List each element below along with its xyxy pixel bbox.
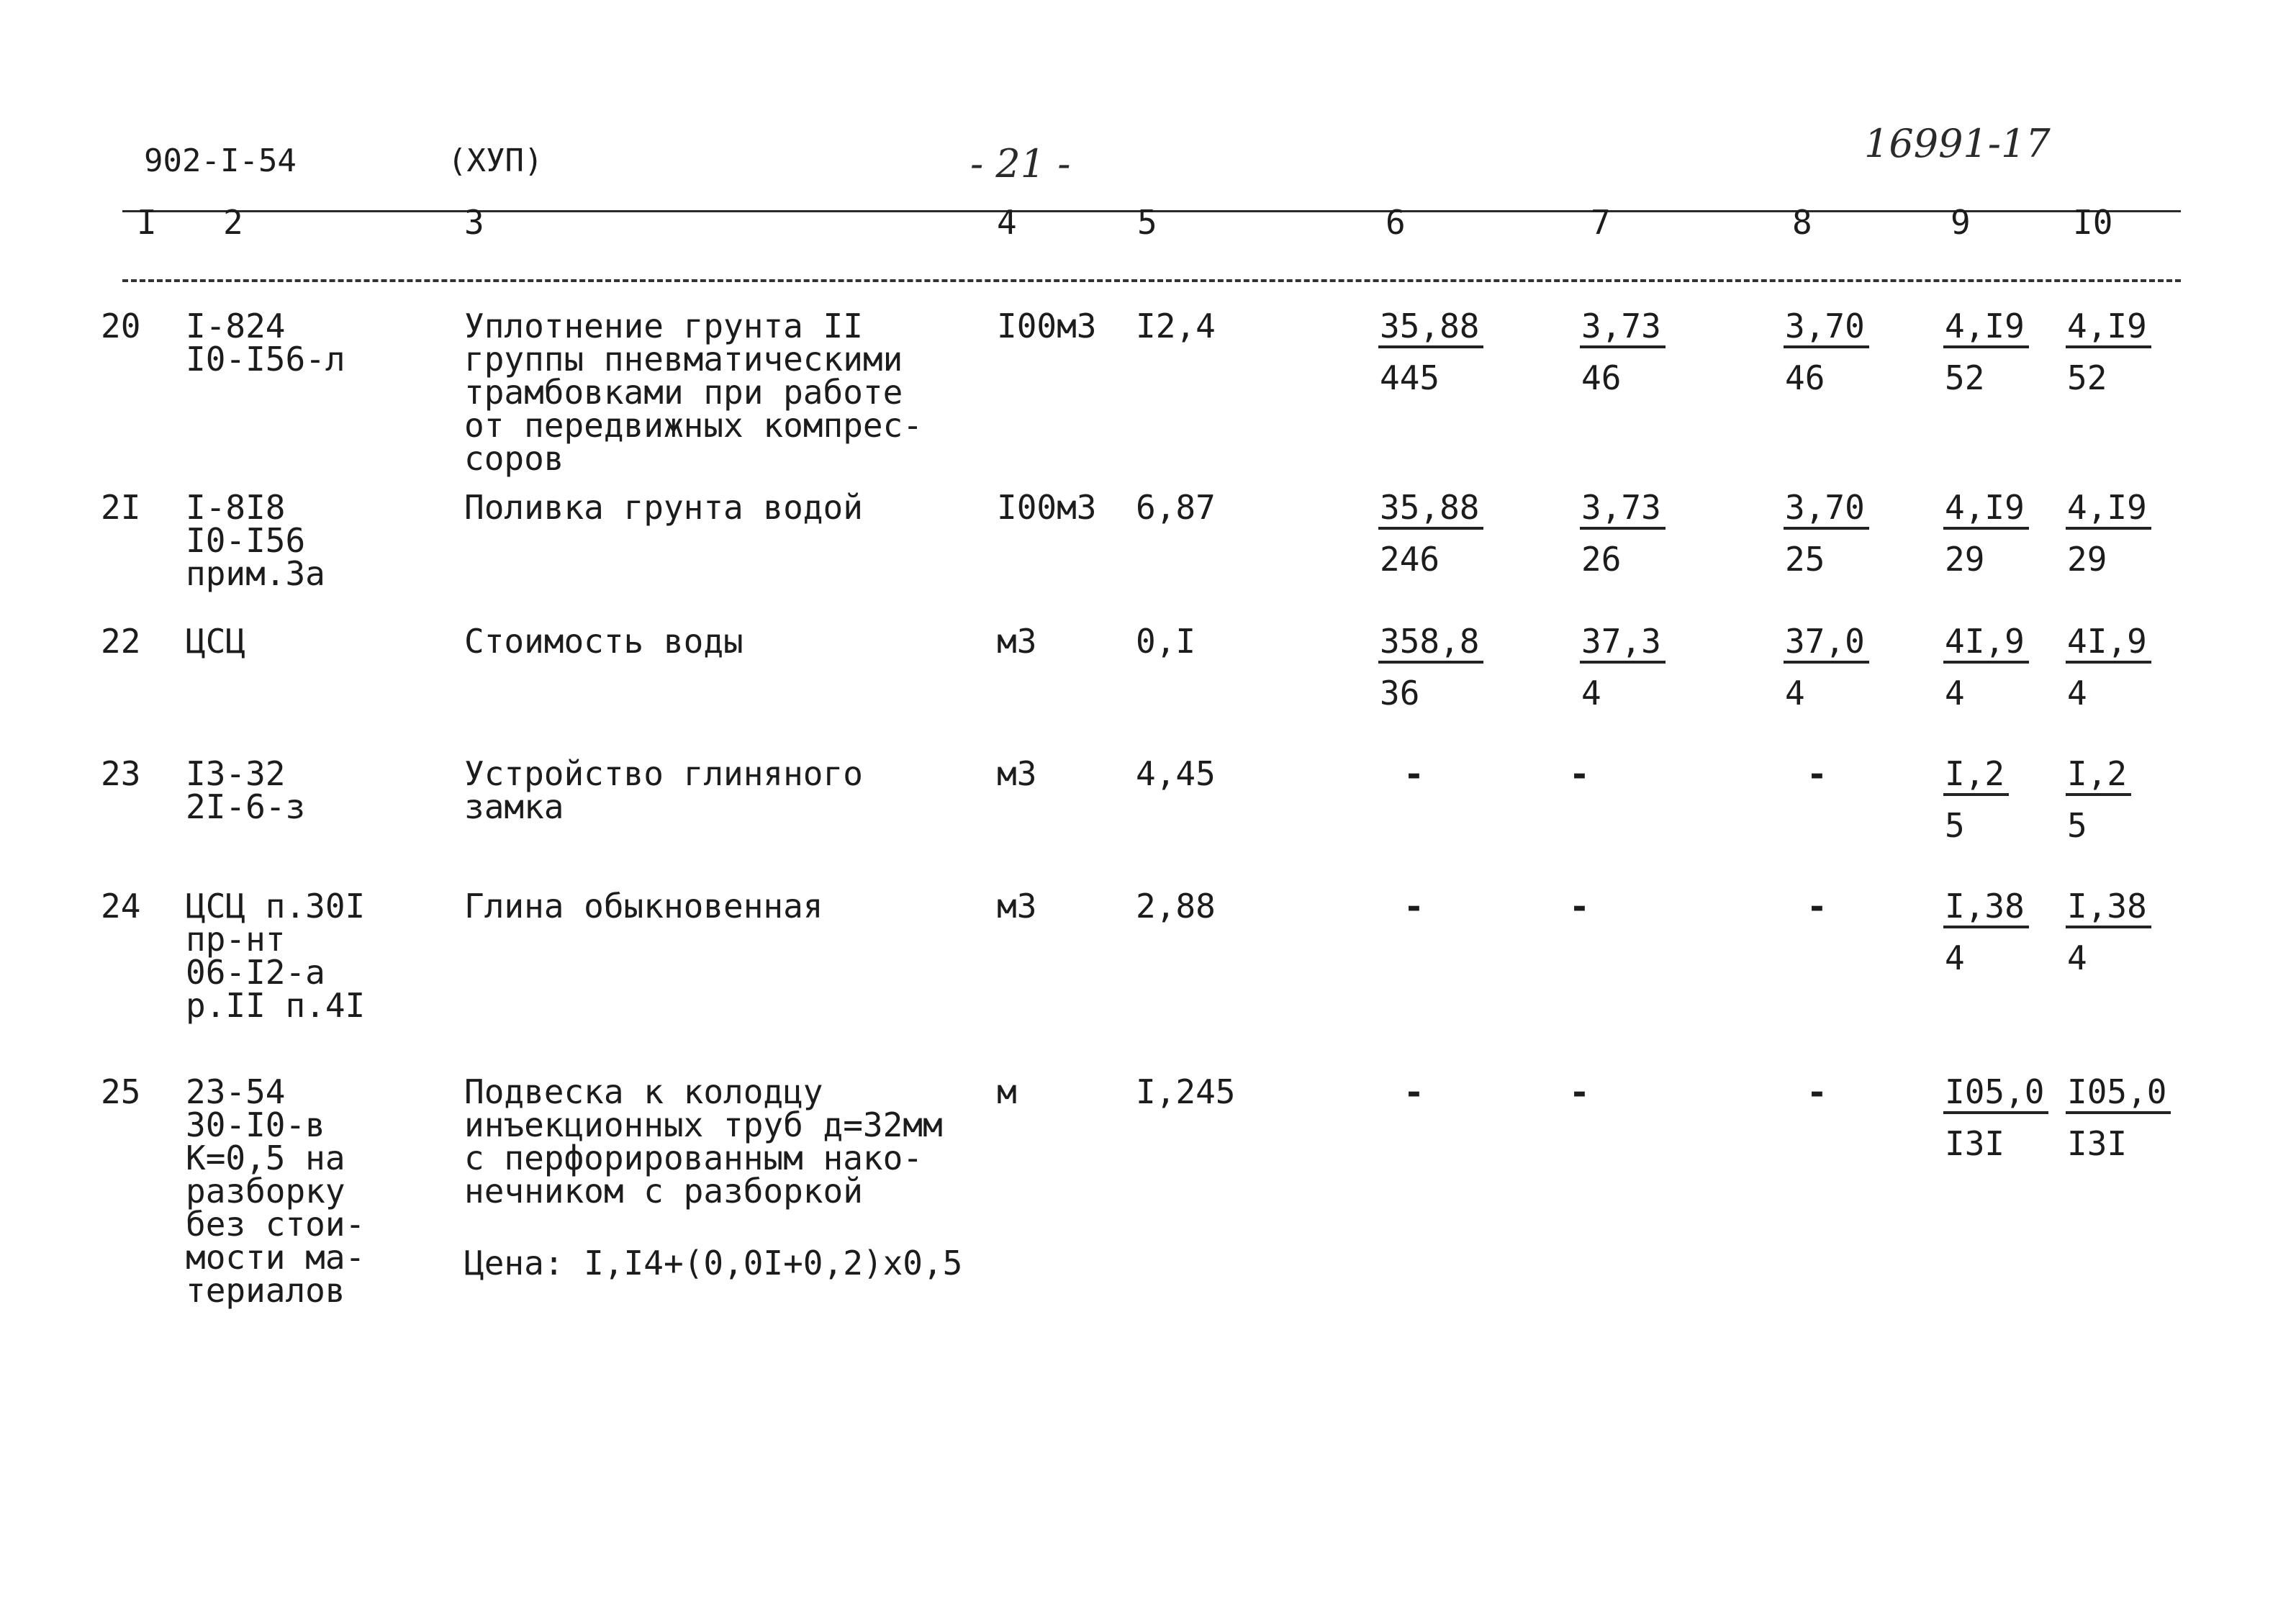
cost-fraction-col10 [2066,1072,2171,1163]
document-number: 16991-17 [1864,121,2051,166]
price-formula: Цена: I,I4+(0,0I+0,2)х0,5 [464,1244,963,1282]
unit-of-measure: м3 [997,622,1037,661]
norm-code: 23-54 30-I0-в К=0,5 на разборку без стои- мости ма- териалов [186,1072,366,1310]
cost-fraction-col6 [1378,488,1483,579]
cost-numerator: 37,3 [1580,625,1665,664]
cost-fraction-col10 [2066,887,2151,977]
cost-numerator: 3,73 [1580,309,1665,348]
empty-cost-dash: - [1569,754,1590,795]
empty-cost-dash: - [1404,1072,1424,1113]
cost-fraction-col9 [1943,488,2029,579]
cost-fraction-col10 [2066,307,2151,397]
cost-numerator: 4I,9 [1943,625,2029,664]
cost-denominator: 25 [1785,540,1825,579]
quantity: 0,I [1136,622,1196,661]
cost-numerator: 3,70 [1784,309,1869,348]
unit-of-measure: м3 [997,887,1037,926]
cost-fraction-col10 [2066,622,2151,712]
work-description: Стоимость воды [464,622,744,661]
empty-cost-dash: - [1404,887,1424,927]
cost-numerator: I05,0 [2066,1075,2171,1114]
cost-denominator: 5 [1945,806,1965,845]
cost-denominator: 246 [1380,540,1440,579]
cost-numerator: I,38 [1943,890,2029,928]
cost-numerator: 3,70 [1784,491,1869,530]
cost-numerator: 4,I9 [1943,309,2029,348]
cost-denominator: I3I [2067,1124,2128,1163]
empty-cost-dash: - [1807,754,1827,795]
cost-numerator: I,38 [2066,890,2151,928]
row-number: 22 [101,622,141,661]
cost-numerator: 3,73 [1580,491,1665,530]
cost-denominator: 26 [1581,540,1622,579]
page-number: - 21 - [970,141,1071,186]
row-number: 23 [101,754,141,793]
section-label: (ХУП) [448,142,543,179]
quantity: I2,4 [1136,307,1216,345]
cost-numerator: 358,8 [1378,625,1483,664]
norm-code: I3-32 2I-6-з [186,754,306,826]
cost-denominator: 46 [1581,358,1622,397]
norm-code: I-8I8 I0-I56 прим.3а [186,488,325,593]
norm-code: ЦСЦ [186,622,246,661]
cost-numerator: I,2 [2066,757,2131,796]
cost-denominator: 4 [2067,674,2087,712]
cost-fraction-col6 [1378,307,1483,397]
empty-cost-dash: - [1404,754,1424,795]
unit-of-measure: м [997,1072,1017,1111]
cost-fraction-col6 [1378,622,1483,712]
empty-cost-dash: - [1807,887,1827,927]
cost-fraction-col10 [2066,754,2131,845]
column-number-7: 7 [1591,203,1611,242]
cost-denominator: 29 [1945,540,1985,579]
cost-denominator: 4 [1945,674,1965,712]
column-number-2: 2 [223,203,243,242]
cost-denominator: 52 [1945,358,1985,397]
row-number: 25 [101,1072,141,1111]
empty-cost-dash: - [1569,887,1590,927]
column-number-6: 6 [1386,203,1406,242]
quantity: 6,87 [1136,488,1216,527]
column-number-4: 4 [997,203,1017,242]
cost-numerator: 4I,9 [2066,625,2151,664]
cost-numerator: I05,0 [1943,1075,2048,1114]
column-number-3: 3 [464,203,484,242]
row-number: 2I [101,488,141,527]
norm-code: ЦСЦ п.30I пр-нт 06-I2-а р.II п.4I [186,887,366,1025]
empty-cost-dash: - [1569,1072,1590,1113]
cost-fraction-col7 [1580,622,1665,712]
cost-fraction-col9 [1943,622,2029,712]
cost-numerator: 4,I9 [2066,491,2151,530]
cost-fraction-col8 [1784,488,1869,579]
cost-denominator: 4 [1945,938,1965,977]
cost-denominator: 445 [1380,358,1440,397]
column-number-1: I [137,203,157,242]
column-number-8: 8 [1792,203,1812,242]
cost-numerator: 4,I9 [1943,491,2029,530]
quantity: 2,88 [1136,887,1216,926]
work-description: Уплотнение грунта II группы пневматическими трамбовками при работе от передвижных компрес- соров [464,307,923,478]
column-number-10: I0 [2073,203,2113,242]
column-number-9: 9 [1951,203,1971,242]
cost-denominator: 36 [1380,674,1420,712]
work-description: Подвеска к колодцу инъекционных труб д=32мм с перфорированным нако- нечником с разборкой [464,1072,943,1211]
work-description: Глина обыкновенная [464,887,823,926]
cost-fraction-col8 [1784,622,1869,712]
cost-denominator: 4 [2067,938,2087,977]
cost-fraction-col9 [1943,307,2029,397]
cost-numerator: I,2 [1943,757,2009,796]
cost-denominator: 4 [1581,674,1601,712]
empty-cost-dash: - [1807,1072,1827,1113]
column-number-5: 5 [1137,203,1157,242]
cost-denominator: 29 [2067,540,2107,579]
work-description: Устройство глиняного замка [464,754,863,826]
cost-numerator: 4,I9 [2066,309,2151,348]
cost-fraction-col7 [1580,488,1665,579]
quantity: I,245 [1136,1072,1236,1111]
cost-numerator: 35,88 [1378,491,1483,530]
cost-numerator: 37,0 [1784,625,1869,664]
cost-numerator: 35,88 [1378,309,1483,348]
cost-denominator: 4 [1785,674,1805,712]
cost-denominator: I3I [1945,1124,2005,1163]
unit-of-measure: I00м3 [997,488,1097,527]
work-description: Поливка грунта водой [464,488,863,527]
unit-of-measure: I00м3 [997,307,1097,345]
row-number: 20 [101,307,141,345]
cost-fraction-col9 [1943,1072,2048,1163]
cost-fraction-col9 [1943,887,2029,977]
cost-denominator: 52 [2067,358,2107,397]
cost-fraction-col10 [2066,488,2151,579]
cost-fraction-col7 [1580,307,1665,397]
unit-of-measure: м3 [997,754,1037,793]
cost-fraction-col8 [1784,307,1869,397]
document-code: 902-I-54 [144,142,297,179]
norm-code: I-824 I0-I56-л [186,307,345,379]
row-number: 24 [101,887,141,926]
table-header-rule [122,279,2181,282]
cost-denominator: 5 [2067,806,2087,845]
cost-denominator: 46 [1785,358,1825,397]
cost-fraction-col9 [1943,754,2009,845]
quantity: 4,45 [1136,754,1216,793]
